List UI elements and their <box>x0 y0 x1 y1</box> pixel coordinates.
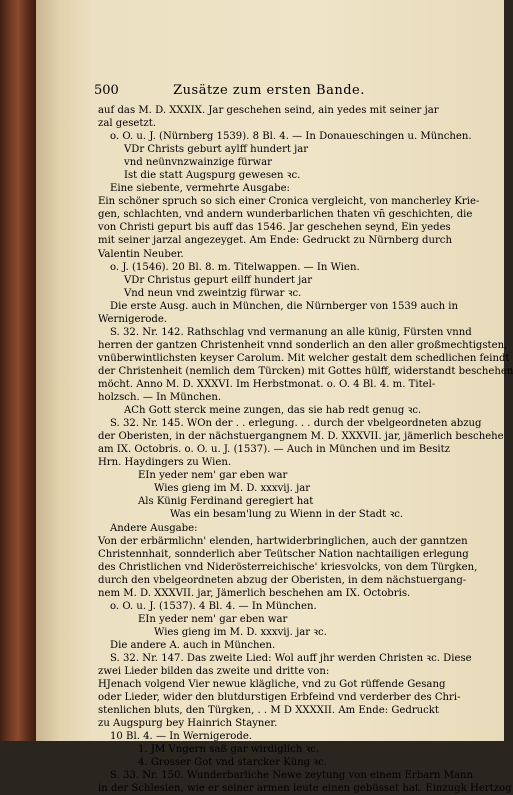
text-line: 1. JM Vngern saß gar wirdiglich ꝛc. <box>138 744 320 756</box>
text-line: gen, schlachten, vnd andern wunderbarlichen thaten vn̄ geschichten, die <box>98 209 473 221</box>
text-line: EIn yeder nem' gar eben war <box>138 613 288 625</box>
text-line: Eine siebente, vermehrte Ausgabe: <box>110 183 290 195</box>
text-line: zwei Lieder bilden das zweite und dritte von: <box>98 666 330 678</box>
text-line: holzsch. — In München. <box>98 392 222 404</box>
text-line: Christennhait, sonnderlich aber Teütscher Nation nachtailigen erlegung <box>98 548 469 560</box>
text-line: 4. Grosser Got vnd starcker Küng ꝛc. <box>138 757 327 769</box>
text-line: Als Künig Ferdinand geregiert hat <box>138 496 314 508</box>
text-line: durch den vbelgeordneten abzug der Oberisten, in dem nächstuergang- <box>98 574 467 586</box>
text-line: o. O. u. J. (1537). 4 Bl. 4. — In München. <box>110 600 317 612</box>
text-line: VDr Christs geburt aylff hundert jar <box>124 144 309 156</box>
text-line: des Christlichen vnd Niderösterreichische' kriesvolcks, von dem Türgken, <box>98 561 478 573</box>
text-line: stenlichen bluts, den Türgken, . . M D XXXXII. Am Ende: Gedruckt <box>98 705 439 717</box>
text-line: S. 32. Nr. 142. Rathschlag vnd vermanung an alle künig, Fürsten vnnd <box>110 326 472 338</box>
text-line: am IX. Octobris. o. O. u. J. (1537). — Auch in München und im Besitz <box>98 444 450 456</box>
text-line: herren der gantzen Christenheit vnnd sonderlich an den aller großmechtigsten, <box>98 339 508 351</box>
text-line: Die andere A. auch in München. <box>110 639 276 651</box>
page-number: 500 <box>94 83 119 98</box>
text-line: von Christi gepurt bis auff das 1546. Jar geschehen seynd, Ein yedes <box>98 222 451 234</box>
text-line: o. J. (1546). 20 Bl. 8. m. Titelwappen. — In Wien. <box>110 261 360 273</box>
text-line: Ein schöner spruch so sich einer Cronica vergleicht, von mancherley Krie- <box>98 196 480 208</box>
text-line: nem M. D. XXXVII. jar, Jämerlich beschehen am IX. Octobris. <box>98 587 411 599</box>
text-line: vnüberwintlichsten keyser Carolum. Mit welcher gestalt dem schedlichen feindt <box>98 352 510 364</box>
text-line: zu Augspurg bey Hainrich Stayner. <box>98 718 278 730</box>
text-line: Wernigerode. <box>98 313 168 325</box>
page-body-text <box>98 104 513 795</box>
text-line: Andere Ausgabe: <box>110 522 198 534</box>
text-line: in der Schlesien, wie er seiner armen leute einen gebüsset hat. Einzugk Hertzog <box>98 783 512 795</box>
text-line: EIn yeder nem' gar eben war <box>138 470 288 482</box>
text-line: Vnd neun vnd zweintzig fürwar ꝛc. <box>124 287 302 299</box>
text-line: Von der erbärmlichn' elenden, hartwiderbringlichen, auch der ganntzen <box>98 535 468 547</box>
text-line: VDr Christus gepurt eilff hundert jar <box>124 274 313 286</box>
text-line: ACh Gott sterck meine zungen, das sie hab redt genug ꝛc. <box>124 405 422 417</box>
text-line: Was ein besam'lung zu Wienn in der Stadt ꝛc. <box>170 509 404 521</box>
text-line: auf das M. D. XXXIX. Jar geschehen seind, ain yedes mit seiner jar <box>98 105 439 116</box>
page-header <box>94 83 444 101</box>
text-line: Die erste Ausg. auch in München, die Nürnberger von 1539 auch in <box>110 300 459 312</box>
text-line: der Christenheit (nemlich dem Türcken) mit Gottes hülff, widerstandt beschehen <box>98 365 513 377</box>
text-line: S. 32. Nr. 147. Das zweite Lied: Wol auff jhr werden Christen ꝛc. Diese <box>110 652 472 664</box>
text-line: 10 Bl. 4. — In Wernigerode. <box>110 731 253 743</box>
text-line: Wies gieng im M. D. xxxvij. jar <box>154 483 311 495</box>
text-line: oder Lieder, wider den blutdurstigen Erbfeind vnd verderber des Chri- <box>98 692 461 704</box>
text-line: möcht. Anno M. D. XXXVI. Im Herbstmonat. o. O. 4 Bl. 4. m. Titel- <box>98 378 436 390</box>
text-line: HJenach volgend Vier newue klägliche, vnd zu Got rüffende Gesang <box>98 679 446 691</box>
text-line: o. O. u. J. (Nürnberg 1539). 8 Bl. 4. — In Donaueschingen u. München. <box>110 131 472 143</box>
text-line: S. 33. Nr. 150. Wunderbarliche Newe zeytung von einem Erbarn Mann <box>110 770 474 782</box>
text-line: Wies gieng im M. D. xxxvij. jar ꝛc. <box>154 626 327 638</box>
running-title: Zusätze zum ersten Bande. <box>173 83 365 98</box>
text-line: Ist die statt Augspurg gewesen ꝛc. <box>124 170 301 182</box>
text-line: vnd neünvnzwainzige fürwar <box>124 157 272 169</box>
text-line: Valentin Neuber. <box>98 248 184 260</box>
text-line: Hrn. Haydingers zu Wien. <box>98 457 232 469</box>
book-spine <box>0 0 40 741</box>
text-line: zal gesetzt. <box>98 118 156 130</box>
text-line: der Oberisten, in der nächstuergangnem M. D. XXXVII. jar, jämerlich beschehe <box>98 431 504 443</box>
text-line: S. 32. Nr. 145. WOn der . . erlegung. . . durch der vbelgeordneten abzug <box>110 418 482 430</box>
text-line: mit seiner jarzal angezeyget. Am Ende: Gedruckt zu Nürnberg durch <box>98 235 452 247</box>
